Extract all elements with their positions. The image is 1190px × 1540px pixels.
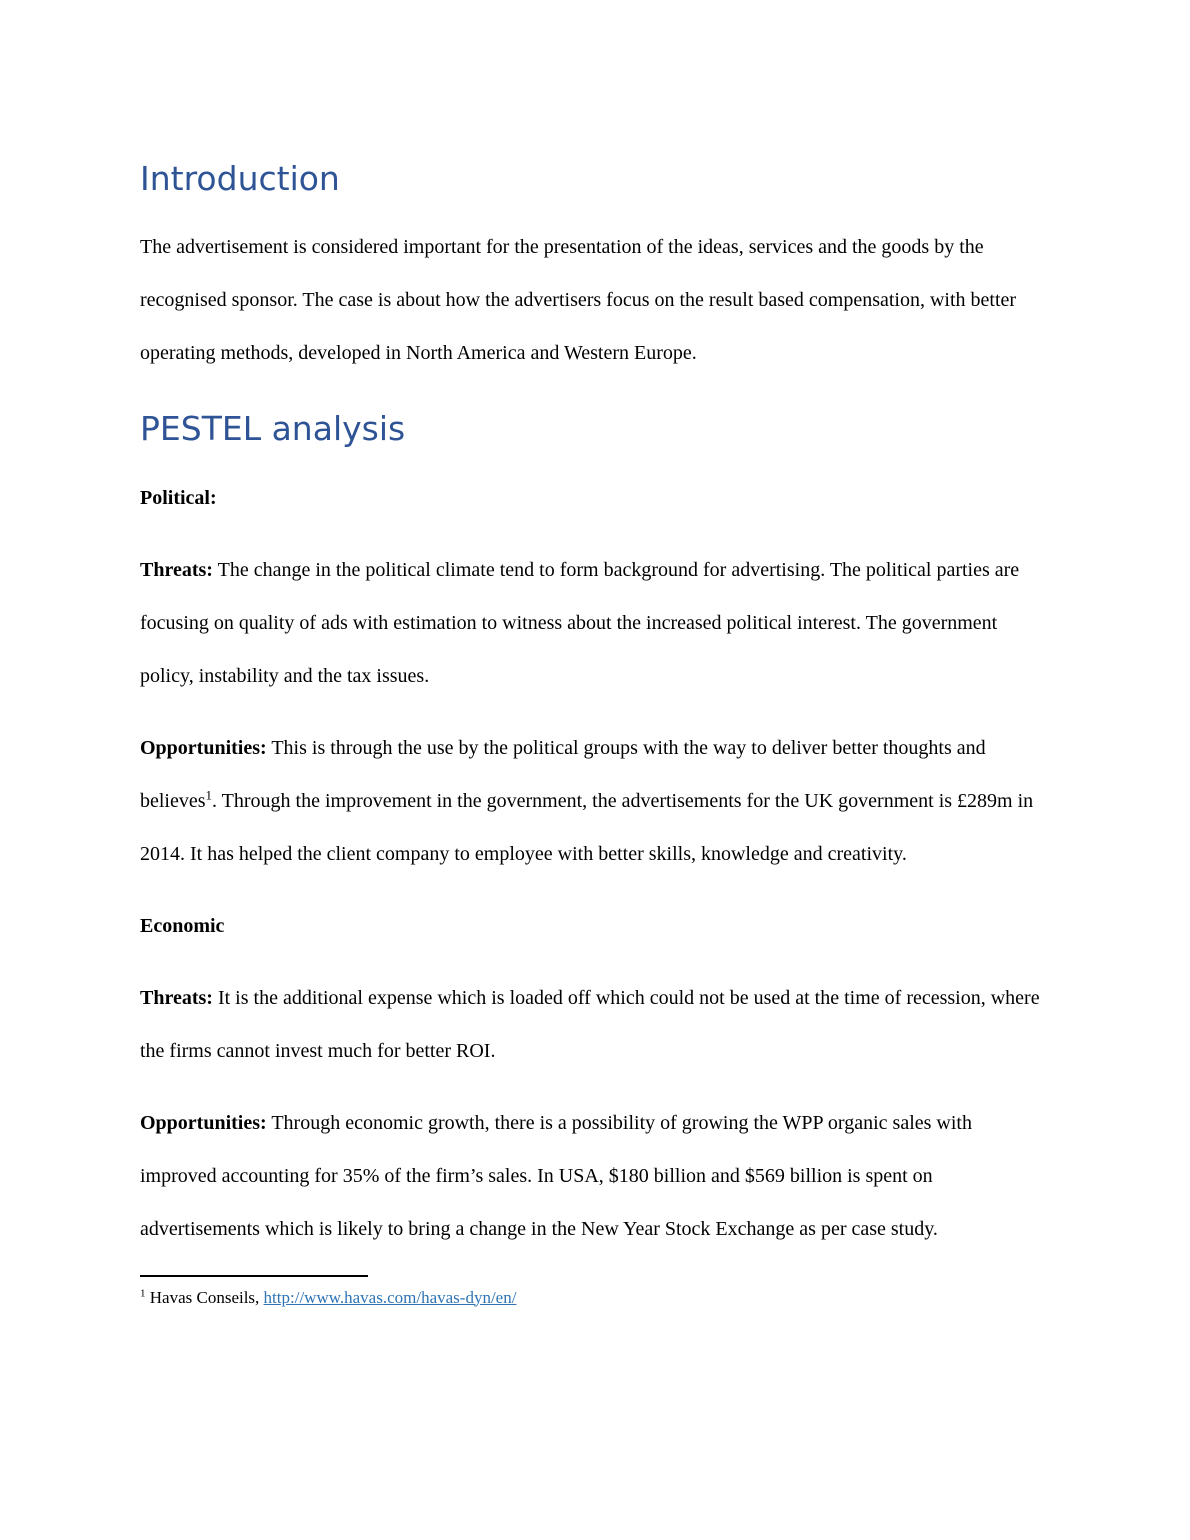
footnote-reference-marker: 1 <box>205 786 213 802</box>
economic-threats-text: It is the additional expense which is loaded off which could not be used at the time of recession, where the firms cannot invest much for better ROI. <box>140 986 1040 1062</box>
footnote-separator <box>140 1275 368 1277</box>
economic-opportunities-label: Opportunities: <box>140 1111 267 1134</box>
political-opportunities-text-after-ref: . Through the improvement in the government, the advertisements for the UK government is £289m in 2014. It has helped the client company to employee with better skills, knowledge and creativity. <box>140 789 1034 865</box>
political-opportunities-text-before-ref: This is through the use by the political groups with the way to deliver better thoughts and believes <box>140 736 986 812</box>
footnote-text: Havas Conseils, <box>149 1287 260 1307</box>
political-threats-label: Threats: <box>140 558 213 581</box>
economic-threats-label: Threats: <box>140 986 213 1009</box>
political-opportunities-paragraph <box>140 722 1050 881</box>
economic-label-paragraph <box>140 900 1050 953</box>
paragraph-introduction: The advertisement is considered important for the presentation of the ideas, services and the goods by the recognised sponsor. The case is about how the advertisers focus on the result based compensation, with better operating methods, developed in North America and Western Europe. <box>140 236 1017 365</box>
political-label: Political: <box>140 486 217 509</box>
political-threats-paragraph <box>140 544 1050 703</box>
political-threats-text: The change in the political climate tend to form background for advertising. The political parties are focusing on quality of ads with estimation to witness about the increased political interest. The government policy, instability and the tax issues. <box>140 558 1020 687</box>
economic-opportunities-paragraph <box>140 1097 1050 1256</box>
heading-pestel-analysis: PESTEL analysis <box>140 409 406 449</box>
footnote-link[interactable]: http://www.havas.com/havas-dyn/en/ <box>263 1287 517 1307</box>
heading-introduction: Introduction <box>140 159 340 198</box>
footnote-number: 1 <box>140 1286 146 1299</box>
political-opportunities-label: Opportunities: <box>140 736 267 759</box>
economic-label: Economic <box>140 914 225 937</box>
footnote <box>140 1284 1050 1311</box>
political-label-paragraph <box>140 472 1050 525</box>
economic-threats-paragraph <box>140 972 1050 1078</box>
economic-opportunities-text: Through economic growth, there is a possibility of growing the WPP organic sales with improved accounting for 35% of the firm’s sales. In USA, $180 billion and $569 billion is spent on advertisements which is likely to bring a change in the New Year Stock Exchange as per case study. <box>140 1111 972 1240</box>
